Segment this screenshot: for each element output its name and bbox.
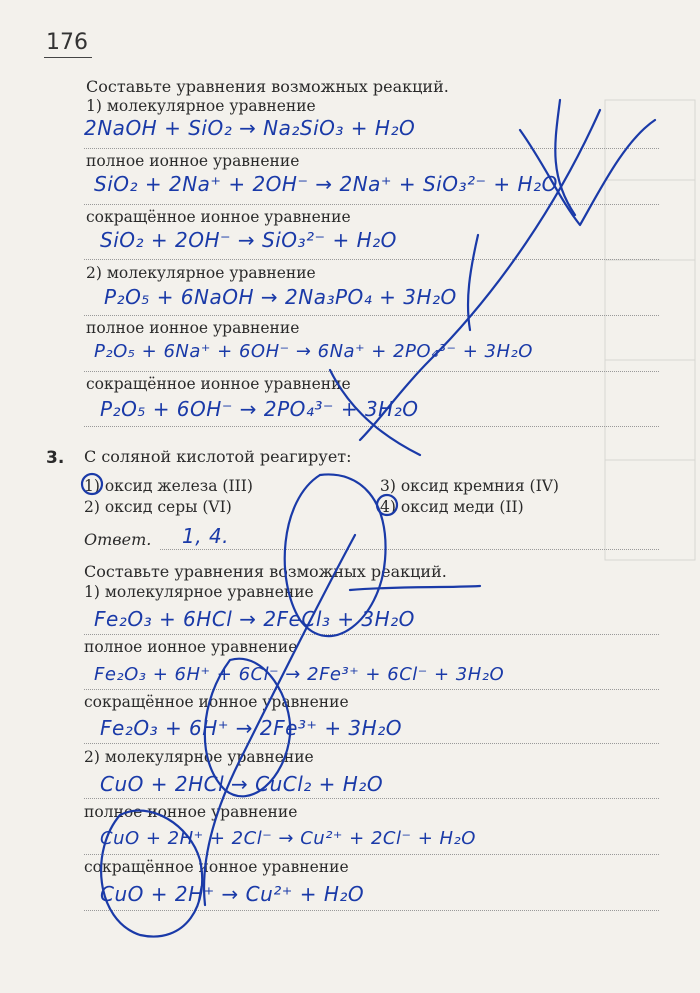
task3-option-3: 3) оксид кремния (IV) (380, 477, 559, 495)
page-number: 176 (44, 30, 92, 58)
answer-line (84, 148, 659, 149)
answer-line (84, 743, 659, 744)
section2-mol1-label: 1) молекулярное уравнение (84, 583, 314, 601)
answer-line (84, 315, 659, 316)
bleed-through-table (600, 60, 700, 940)
section1-mol1-answer: 2NaOH + SiO₂ → Na₂SiO₃ + H₂O (84, 116, 416, 140)
task3-option-1: 1) оксид железа (III) (84, 477, 253, 495)
section1-ion2-label: полное ионное уравнение (86, 319, 300, 337)
section2-mol1-answer: Fe₂O₃ + 6HCl → 2FeCl₃ + 3H₂O (94, 607, 415, 631)
answer-line (84, 854, 659, 855)
answer-line (84, 910, 659, 911)
task3-answer: 1, 4. (182, 524, 230, 548)
answer-line (84, 426, 659, 427)
section2-ion2-label: полное ионное уравнение (84, 803, 298, 821)
section2-ion1-label: полное ионное уравнение (84, 638, 298, 656)
section2-short1-answer: Fe₂O₃ + 6H⁺ → 2Fe³⁺ + 3H₂O (100, 716, 402, 740)
section2-short2-label: сокращённое ионное уравнение (84, 858, 349, 876)
section1-mol2-answer: P₂O₅ + 6NaOH → 2Na₃PO₄ + 3H₂O (104, 285, 457, 309)
section1-mol2-label: 2) молекулярное уравнение (86, 264, 316, 282)
answer-line (84, 689, 659, 690)
task3-option-4: 4) оксид меди (II) (380, 498, 524, 516)
task3-option-2: 2) оксид серы (VI) (84, 498, 232, 516)
answer-line (84, 259, 659, 260)
section1-ion2-answer: P₂O₅ + 6Na⁺ + 6OH⁻ → 6Na⁺ + 2PO₄³⁻ + 3H₂O (94, 341, 533, 362)
section2-ion2-answer: CuO + 2H⁺ + 2Cl⁻ → Cu²⁺ + 2Cl⁻ + H₂O (100, 828, 476, 849)
answer-line (84, 798, 659, 799)
section1-short1-label: сокращённое ионное уравнение (86, 208, 351, 226)
section1-ion1-label: полное ионное уравнение (86, 152, 300, 170)
section1-short2-answer: P₂O₅ + 6OH⁻ → 2PO₄³⁻ + 3H₂O (100, 397, 419, 421)
section2-short2-answer: CuO + 2H⁺ → Cu²⁺ + H₂O (100, 882, 365, 906)
task3-answer-label: Ответ. (84, 530, 152, 549)
answer-line (84, 371, 659, 372)
section1-ion1-answer: SiO₂ + 2Na⁺ + 2OH⁻ → 2Na⁺ + SiO₃²⁻ + H₂O (94, 172, 558, 196)
section2-ion1-answer: Fe₂O₃ + 6H⁺ + 6Cl⁻ → 2Fe³⁺ + 6Cl⁻ + 3H₂O (94, 664, 505, 685)
section2-mol2-label: 2) молекулярное уравнение (84, 748, 314, 766)
ink-stroke (350, 586, 480, 590)
ink-stroke (360, 110, 600, 440)
task3-number: 3. (46, 448, 65, 468)
answer-line (84, 634, 659, 635)
answer-line (160, 549, 659, 550)
section1-short2-label: сокращённое ионное уравнение (86, 375, 351, 393)
answer-line (84, 204, 659, 205)
section1-short1-answer: SiO₂ + 2OH⁻ → SiO₃²⁻ + H₂O (100, 228, 397, 252)
section2-heading: Составьте уравнения возможных реакций. (84, 562, 447, 581)
section1-heading: Составьте уравнения возможных реакций. (86, 77, 449, 96)
section2-mol2-answer: CuO + 2HCl → CuCl₂ + H₂O (100, 772, 384, 796)
section2-short1-label: сокращённое ионное уравнение (84, 693, 349, 711)
task3-question: С соляной кислотой реагирует: (84, 447, 352, 466)
section1-mol1-label: 1) молекулярное уравнение (86, 97, 316, 115)
check-mark-icon (555, 100, 575, 215)
